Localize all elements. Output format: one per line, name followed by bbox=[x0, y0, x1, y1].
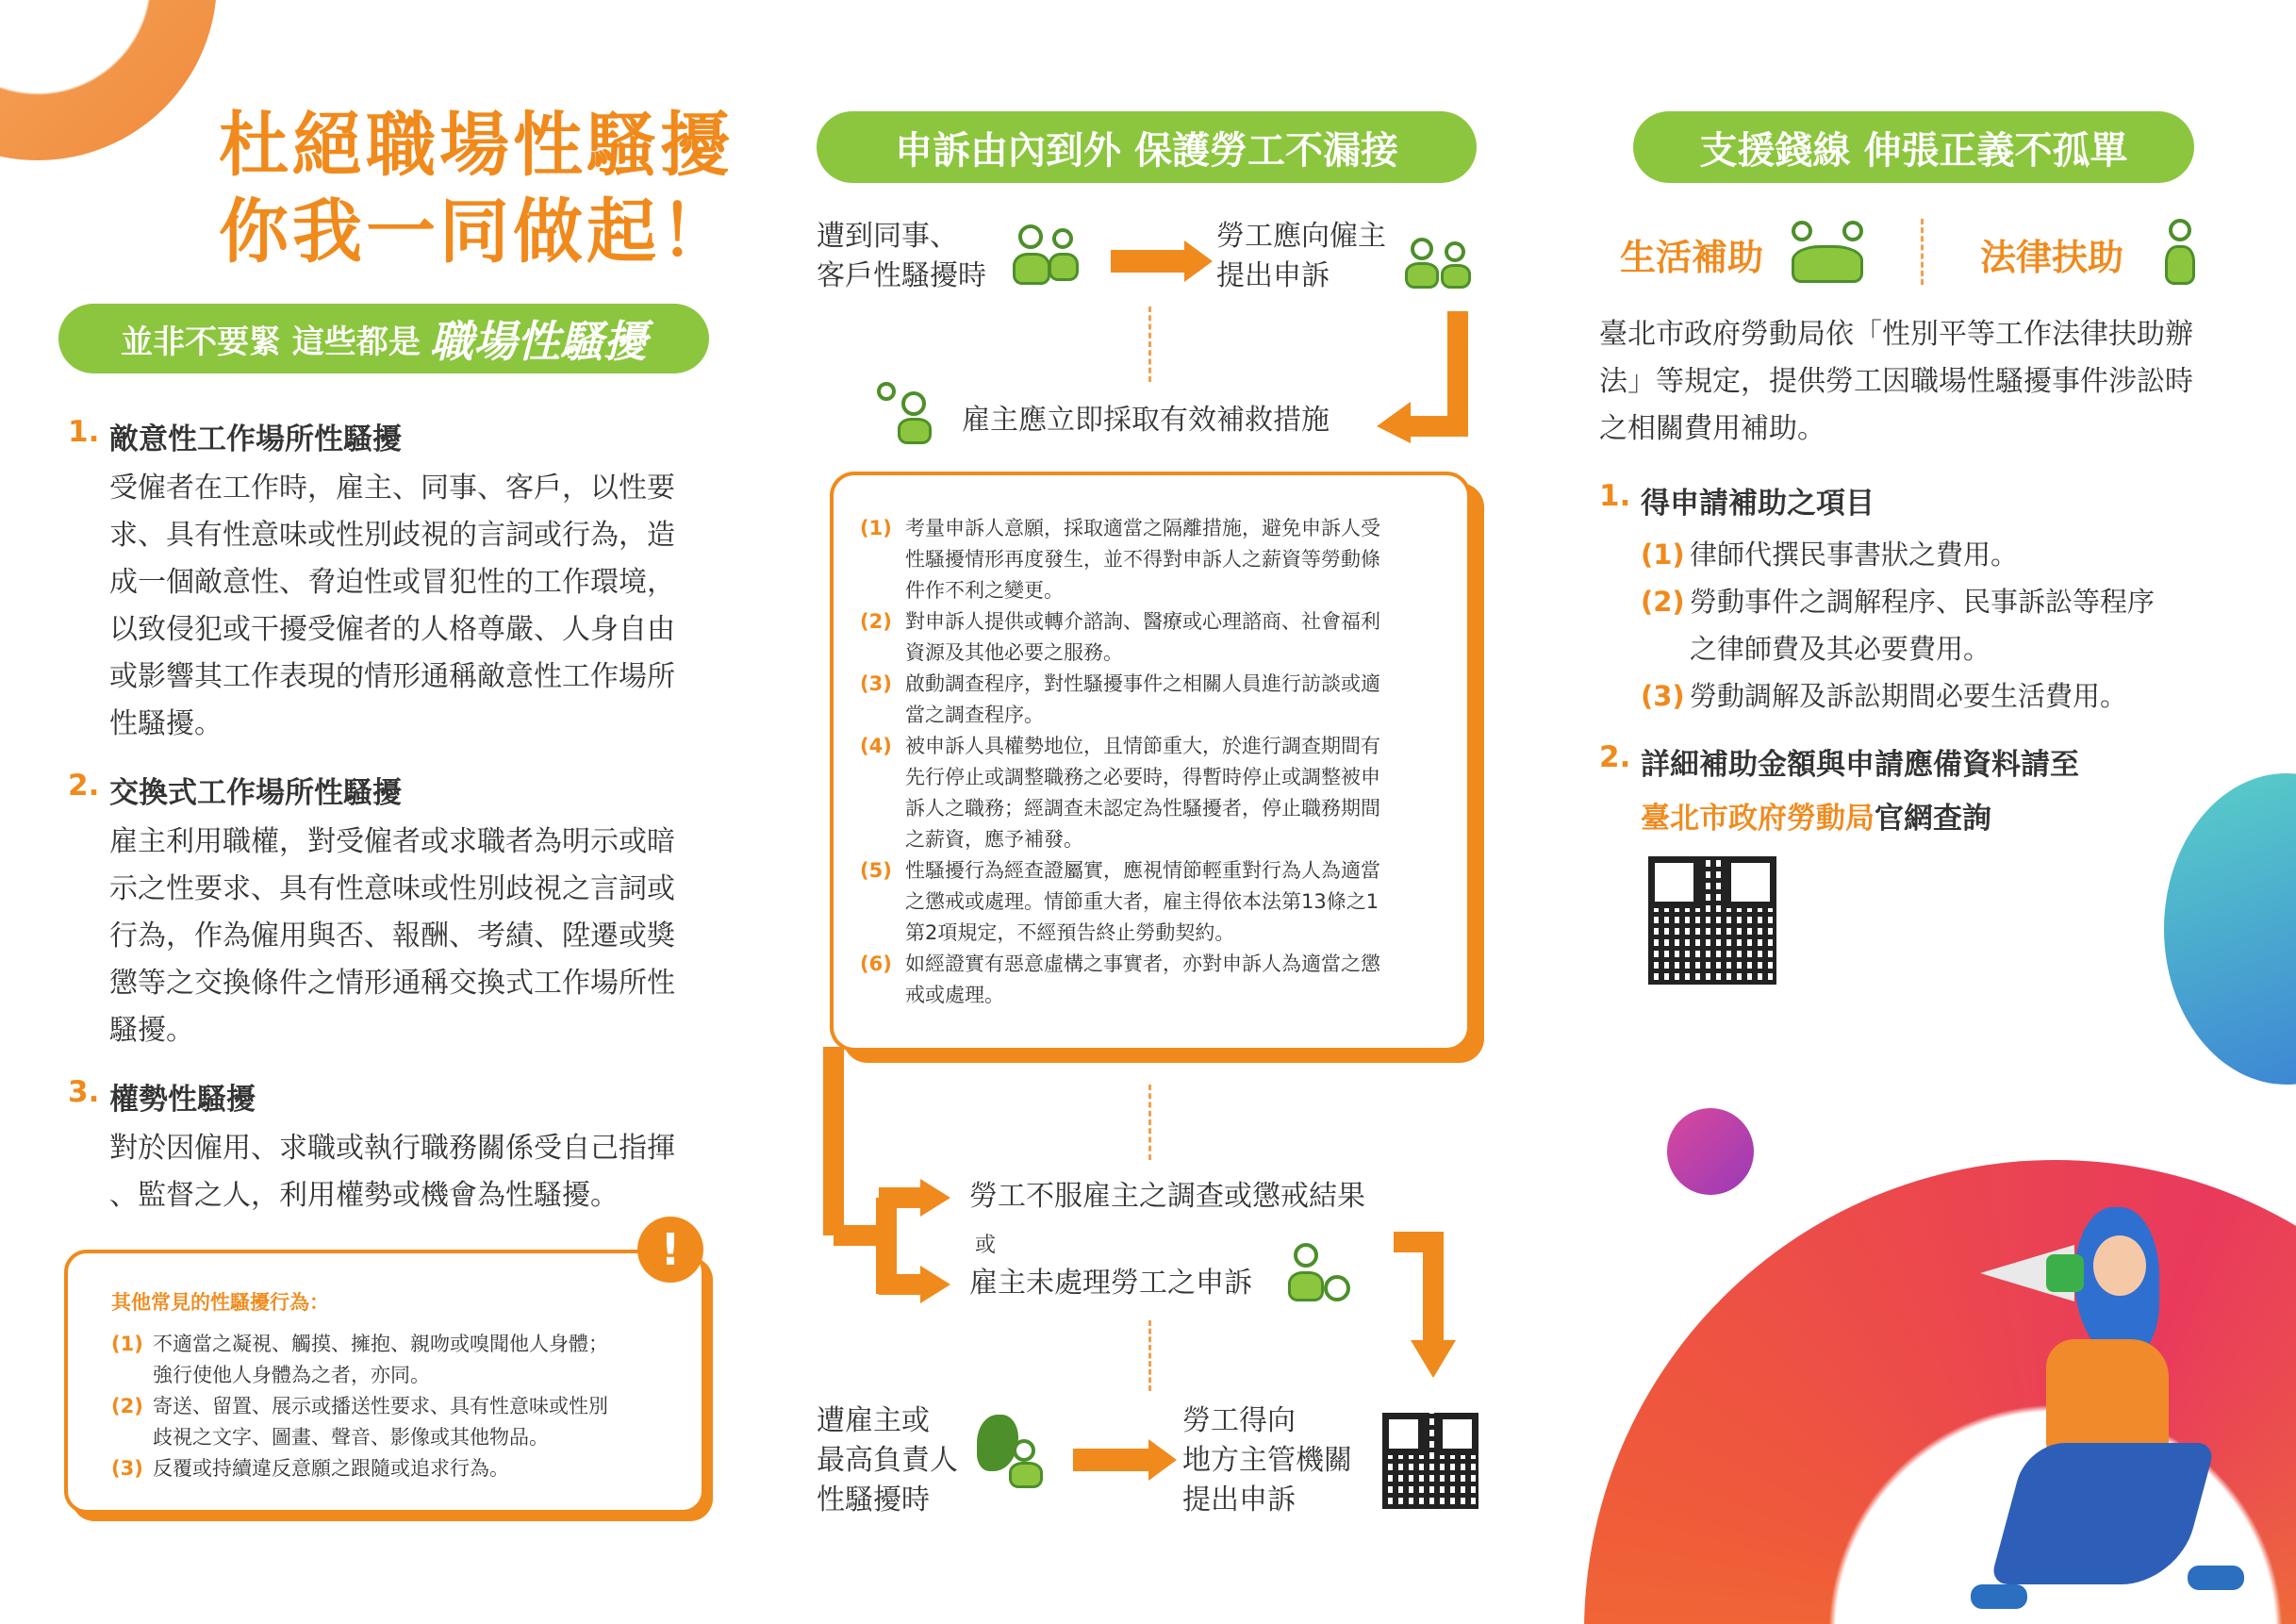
support-intro: 臺北市政府勞動局依「性別平等工作法律扶助辦 法」等規定，提供勞工因職場性騷擾事件涉訟時 之相關費用補助。 bbox=[1599, 318, 2193, 445]
section-number: 3. bbox=[68, 1075, 100, 1109]
subsidy-item: (2) 勞動事件之調解程序、民事訴訟等程序 bbox=[1641, 586, 2156, 618]
subsidy-items-section: 1. 得申請補助之項目 (1) 律師代撰民事書狀之費用。 (2) 勞動事件之調解程序、民事訴訟等程序 之律師費及其必要費用。 (3) 勞動調解及訴訟期間必要生活費用。 bbox=[1599, 479, 2240, 720]
dashed-connector bbox=[1148, 307, 1151, 382]
labor-bureau-link[interactable]: 臺北市政府勞動局 bbox=[1641, 802, 1875, 836]
section-power-harassment bbox=[68, 1075, 709, 1219]
idea-person-icon bbox=[877, 382, 943, 448]
note-title: 其他常見的性騷擾行為： bbox=[111, 1291, 329, 1314]
main-title bbox=[219, 102, 734, 275]
flow-step-coworker: 遭到同事、 客戶性騷擾時 bbox=[817, 220, 986, 292]
body-line: 性騷擾。 bbox=[109, 707, 223, 740]
arrow-right-icon bbox=[1111, 250, 1196, 273]
qr-code-subsidy[interactable] bbox=[1648, 856, 1776, 985]
body-line: 騷擾。 bbox=[109, 1014, 194, 1047]
common-behaviors-box bbox=[64, 1250, 705, 1514]
subsidy-item: (1) 律師代撰民事書狀之費用。 bbox=[1641, 539, 2019, 571]
measure-item: (1) 考量申訴人意願，採取適當之隔離措施，避免申訴人受 bbox=[860, 517, 1380, 539]
body-line: 成一個敵意性、脅迫性或冒犯性的工作環境， bbox=[109, 566, 675, 599]
left-banner-emphasis: 職場性騷擾 bbox=[429, 316, 647, 367]
subsidy-details-section: 2. 詳細補助金額與申請應備資料請至 臺北市政府勞動局官網查詢 bbox=[1599, 740, 2079, 836]
measure-item: (4) 被申訴人具權勢地位，且情節重大，於進行調查期間有 bbox=[860, 735, 1380, 757]
megaphone-woman-illustration bbox=[1905, 1198, 2296, 1622]
branch-unhandled: 雇主未處理勞工之申訴 bbox=[969, 1267, 1252, 1300]
dashed-connector bbox=[1148, 1320, 1151, 1391]
note-item-cont: 強行使他人身體為之者，亦同。 bbox=[153, 1364, 430, 1386]
people-icon bbox=[1009, 224, 1084, 290]
section-heading: 交換式工作場所性騷擾 bbox=[109, 776, 402, 810]
arrow-head-icon bbox=[1184, 240, 1213, 282]
note-item: (1) 不適當之凝視、觸摸、擁抱、親吻或嗅聞他人身體； bbox=[111, 1333, 608, 1355]
subsidy-items-heading: 得申請補助之項目 bbox=[1641, 487, 1875, 521]
main-title-line1: 杜絕職場性騷擾 bbox=[219, 105, 734, 186]
middle-banner-pill: 申訴由內到外 保護勞工不漏接 bbox=[817, 111, 1477, 183]
handshake-icon bbox=[1792, 221, 1867, 287]
right-banner-pill: 支援錢線 伸張正義不孤單 bbox=[1633, 111, 2194, 183]
section-quid-pro-quo bbox=[68, 769, 709, 1054]
branch-bracket-arrows bbox=[822, 1047, 954, 1311]
measure-item: (2) 對申訴人提供或轉介諮詢、醫療或心理諮商、社會福利 bbox=[860, 610, 1380, 633]
dashed-connector bbox=[1148, 1085, 1151, 1160]
body-line: 行為，作為僱用與否、報酬、考績、陞遷或獎 bbox=[109, 920, 675, 953]
body-line: 或影響其工作表現的情形通稱敵意性工作場所 bbox=[109, 660, 675, 693]
body-line: 、監督之人，利用權勢或機會為性騷擾。 bbox=[109, 1179, 619, 1212]
body-line: 雇主利用職權，對受僱者或求職者為明示或暗 bbox=[109, 825, 675, 858]
decorative-orange-arc bbox=[0, 0, 217, 160]
note-item: (2) 寄送、留置、展示或播送性要求、具有性意味或性別 bbox=[111, 1395, 608, 1417]
branch-or: 或 bbox=[975, 1234, 997, 1257]
note-item: (3) 反覆或持續違反意願之跟隨或追求行為。 bbox=[111, 1457, 509, 1480]
flow-step-report: 勞工應向僱主 提出申訴 bbox=[1216, 220, 1386, 292]
down-arrow-icon bbox=[1394, 1231, 1469, 1382]
measure-item: (3) 啟動調查程序，對性騷擾事件之相關人員進行訪談或適 bbox=[860, 672, 1380, 695]
arrow-right-icon bbox=[1073, 1449, 1158, 1471]
section-body bbox=[109, 465, 709, 748]
left-banner-pill bbox=[58, 304, 709, 373]
section-heading: 敵意性工作場所性騷擾 bbox=[109, 423, 402, 456]
left-banner-prefix: 並非不要緊 這些都是 bbox=[121, 323, 421, 361]
section-number: 2. bbox=[68, 769, 100, 803]
section-body bbox=[109, 1125, 709, 1219]
decorative-purple-dot bbox=[1667, 1108, 1754, 1195]
body-line: 對於因僱用、求職或執行職務關係受自己指揮 bbox=[109, 1132, 675, 1165]
qr-code-complaint[interactable] bbox=[1382, 1413, 1478, 1509]
living-allowance-heading: 生活補助 bbox=[1620, 237, 1764, 278]
section-body bbox=[109, 819, 709, 1054]
section-hostile bbox=[68, 415, 709, 748]
arrow-head-icon bbox=[1148, 1439, 1177, 1481]
branch-disagree: 勞工不服雇主之調查或懲戒結果 bbox=[969, 1180, 1365, 1213]
legal-aid-heading: 法律扶助 bbox=[1980, 237, 2124, 278]
note-item-cont: 歧視之文字、圖畫、聲音、影像或其他物品。 bbox=[153, 1426, 549, 1449]
main-title-line2: 你我一同做起！ bbox=[219, 191, 734, 273]
body-line: 求、具有性意味或性別歧視的言詞或行為，造 bbox=[109, 519, 675, 552]
section-number: 1. bbox=[68, 415, 100, 449]
exclamation-icon: ! bbox=[637, 1217, 703, 1283]
section-heading: 權勢性騷擾 bbox=[109, 1083, 256, 1117]
body-line: 示之性要求、具有性意味或性別歧視之言詞或 bbox=[109, 872, 675, 905]
flow-step-local-authority: 勞工得向 地方主管機關 提出申訴 bbox=[1182, 1404, 1352, 1516]
dashed-divider bbox=[1921, 219, 1924, 285]
measure-item: (6) 如經證實有惡意虛構之事實者，亦對申訴人為適當之懲 bbox=[860, 953, 1380, 975]
flow-step-remedy: 雇主應立即採取有效補救措施 bbox=[962, 404, 1330, 437]
flow-step-employer-harass: 遭雇主或 最高負責人 性騷擾時 bbox=[817, 1404, 958, 1516]
measure-item: (5) 性騷擾行為經查證屬實，應視情節輕重對行為人為適當 bbox=[860, 859, 1380, 882]
body-line: 以致侵犯或干擾受僱者的人格尊嚴、人身自由 bbox=[109, 613, 675, 646]
body-line: 受僱者在工作時，雇主、同事、客戶，以性要 bbox=[109, 472, 675, 505]
discussion-icon bbox=[1401, 221, 1477, 291]
cheering-person-icon bbox=[2152, 219, 2208, 287]
elbow-arrow-icon bbox=[1377, 311, 1480, 443]
remedy-measures-box: (1) 考量申訴人意願，採取適當之隔離措施，避免申訴人受 性騷擾情形再度發生，並不得對申訴人之薪資等勞動條 件作不利之變更。 (2) 對申訴人提供或轉介諮詢、醫療或心理諮商、社會福利 資源及其他必要之服務。 (3) 啟動調查程序，對性騷擾事件之相關人員進行訪談或適 當之調查程序。 (4) 被申訴人具權勢地位，且情節重大，於進行調查期間有 先行停止或調整職務之必要時，得暫時停止或調整被申 訴人之職務；經調查未認定為性騷擾者，停止職務期間 之薪資，應予補發。 (5) 性騷擾行為經查證屬實，應視情節輕重對行為人為適當 之懲戒或處理。情節重大者，雇主得依本法第13條之1 第2項規定，不經預告終止勞動契約。 (6) 如經證實有惡意虛構之事實者，亦對申訴人為適當之懲 戒或處理。 bbox=[830, 472, 1471, 1052]
taiwan-map-person-icon bbox=[977, 1415, 1049, 1490]
subsidy-item: (3) 勞動調解及訴訟期間必要生活費用。 bbox=[1641, 680, 2128, 712]
person-minus-icon bbox=[1286, 1243, 1352, 1305]
subsidy-details-heading: 詳細補助金額與申請應備資料請至 bbox=[1641, 748, 2079, 782]
body-line: 懲等之交換條件之情形通稱交換式工作場所性 bbox=[109, 967, 675, 1000]
